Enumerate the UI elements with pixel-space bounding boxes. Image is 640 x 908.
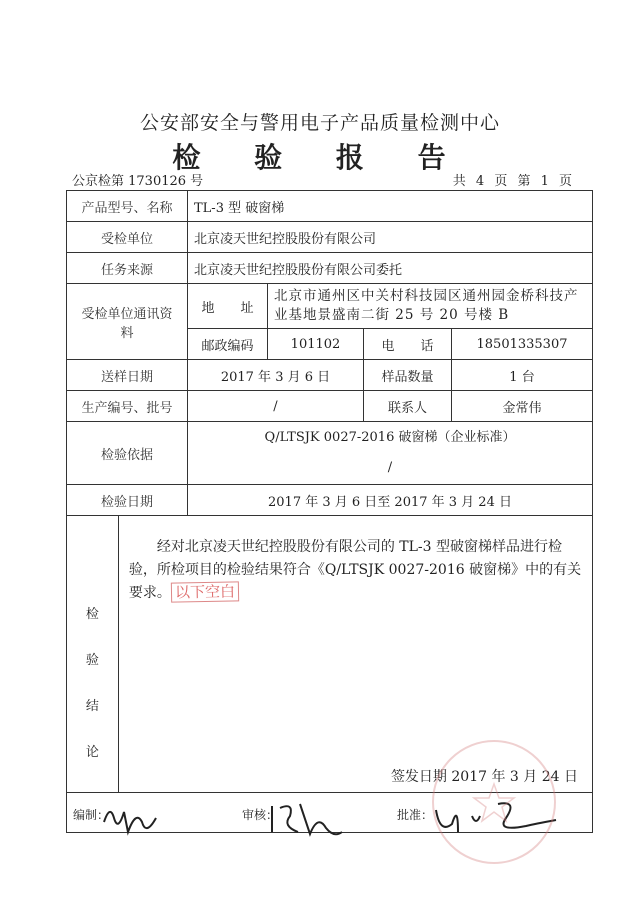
conclusion-text: 经对北京凌天世纪控股股份有限公司的 TL-3 型破窗梯样品进行检验，所检项目的检验结果符合《Q/LTSJK 0027-2016 破窗梯》中的有关要求。 以下空白 <box>128 539 582 602</box>
row-basis: 检验依据 Q/LTSJK 0027-2016 破窗梯（企业标准） / <box>67 422 593 485</box>
page-count: 共 4 页 第 1 页 <box>452 174 572 189</box>
official-seal <box>432 740 556 864</box>
report-table <box>66 190 593 833</box>
row-postal: 邮政编码 101102 电 话 18501335307 <box>67 329 593 360</box>
organization-name: 公安部安全与警用电子产品质量检测中心 <box>139 112 500 134</box>
approved-label: 批准： <box>397 808 434 822</box>
row-source: 任务来源 北京凌天世纪控股股份有限公司委托 <box>67 253 593 284</box>
row-product: 产品型号、名称 TL-3 型 破窗梯 <box>67 191 593 222</box>
row-client: 受检单位 北京凌天世纪控股股份有限公司 <box>67 222 593 253</box>
row-sample-date: 送样日期 2017 年 3 月 6 日 样品数量 1 台 <box>67 360 593 391</box>
basis-other: / <box>387 460 393 475</box>
basis-standard: Q/LTSJK 0027-2016 破窗梯（企业标准） <box>264 430 516 445</box>
sign-date: 签发日期 2017 年 3 月 24 日 <box>390 769 578 785</box>
row-batch: 生产编号、批号 / 联系人 金常伟 <box>67 391 593 422</box>
reviewed-label: 审核： <box>242 808 279 822</box>
row-test-date: 检验日期 2017 年 3 月 6 日至 2017 年 3 月 24 日 <box>67 485 593 516</box>
conclusion-label: 检 验 结 论 <box>67 516 119 793</box>
document-title: 检 验 报 告 <box>172 141 468 174</box>
blank-stamp: 以下空白 <box>171 581 239 602</box>
row-address: 受检单位通讯资料 地 址 北京市通州区中关村科技园区通州园金桥科技产业基地景盛南二街 25 号 20 号楼 B <box>67 284 593 329</box>
prepared-label: 编制： <box>73 808 110 822</box>
report-number: 公京检第 1730126 号 <box>72 174 204 189</box>
